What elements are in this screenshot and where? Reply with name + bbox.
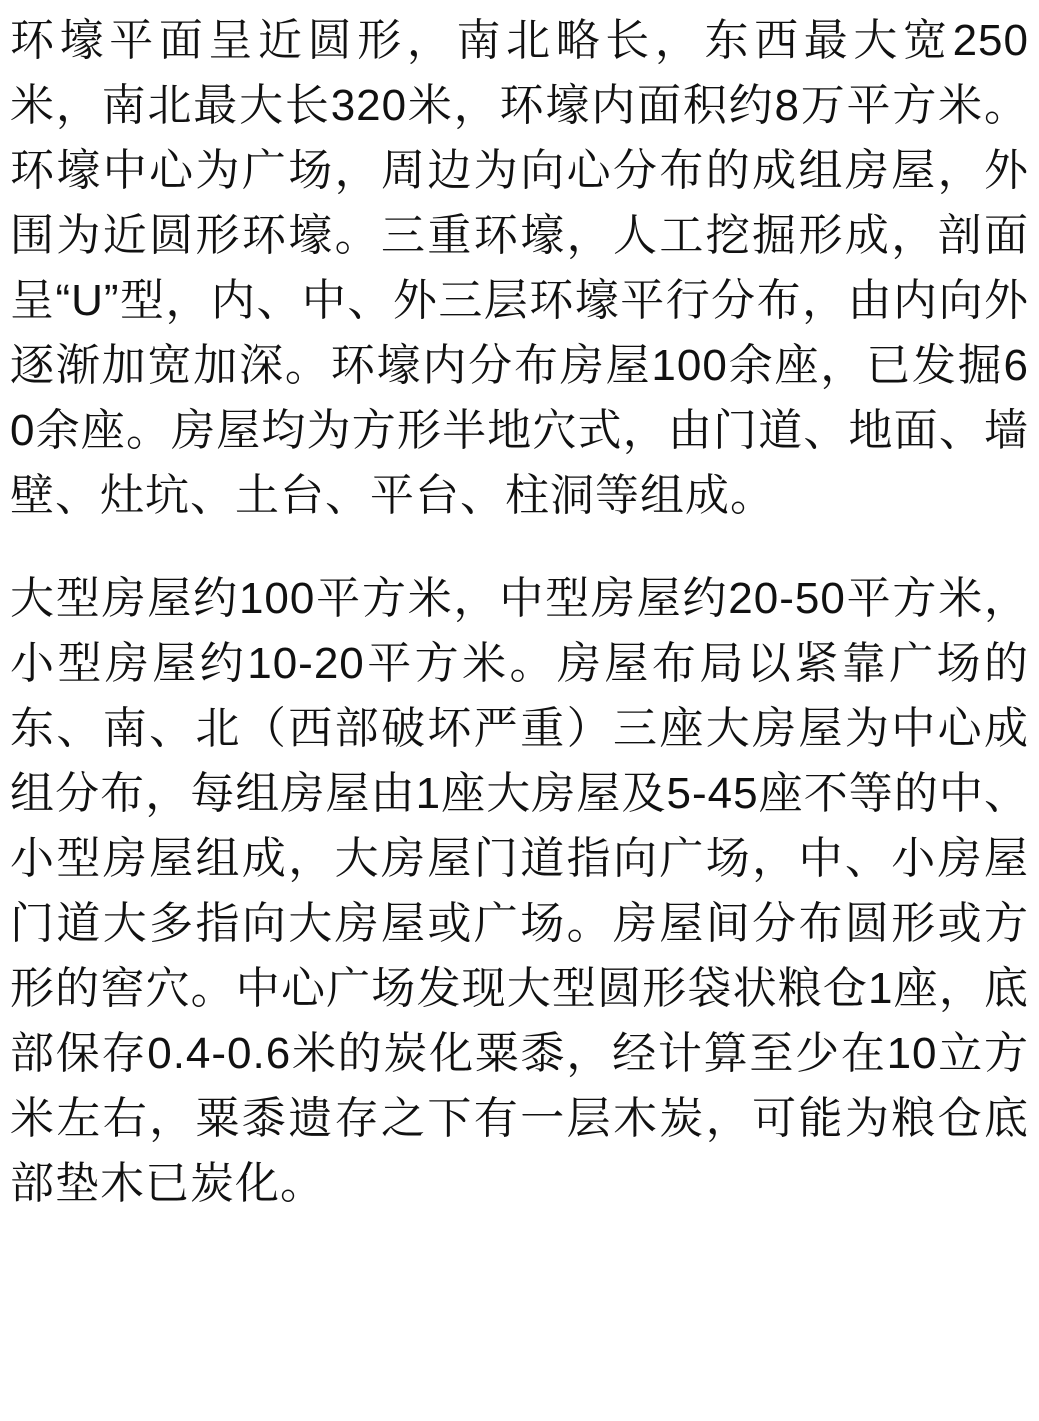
paragraph-moat-description: 环壕平面呈近圆形，南北略长，东西最大宽250米，南北最大长320米，环壕内面积约8万平方米。环壕中心为广场，周边为向心分布的成组房屋，外围为近圆形环壕。三重环壕，人工挖掘形成，剖面呈“U”型，内、中、外三层环壕平行分布，由内向外逐渐加宽加深。环壕内分布房屋100余座，已发掘60余座。房屋均为方形半地穴式，由门道、地面、墙壁、灶坑、土台、平台、柱洞等组成。 bbox=[10, 16, 1029, 520]
paragraph-house-layout: 大型房屋约100平方米，中型房屋约20-50平方米，小型房屋约10-20平方米。房屋布局以紧靠广场的东、南、北（西部破坏严重）三座大房屋为中心成组分布，每组房屋由1座大房屋及5-45座不等的中、小型房屋组成，大房屋门道指向广场，中、小房屋门道大多指向大房屋或广场。房屋间分布圆形或方形的窖穴。中心广场发现大型圆形袋状粮仓1座，底部保存0.4-0.6米的炭化粟黍，经计算至少在10立方米左右，粟黍遗存之下有一层木炭，可能为粮仓底部垫木已炭化。 bbox=[10, 574, 1029, 1208]
